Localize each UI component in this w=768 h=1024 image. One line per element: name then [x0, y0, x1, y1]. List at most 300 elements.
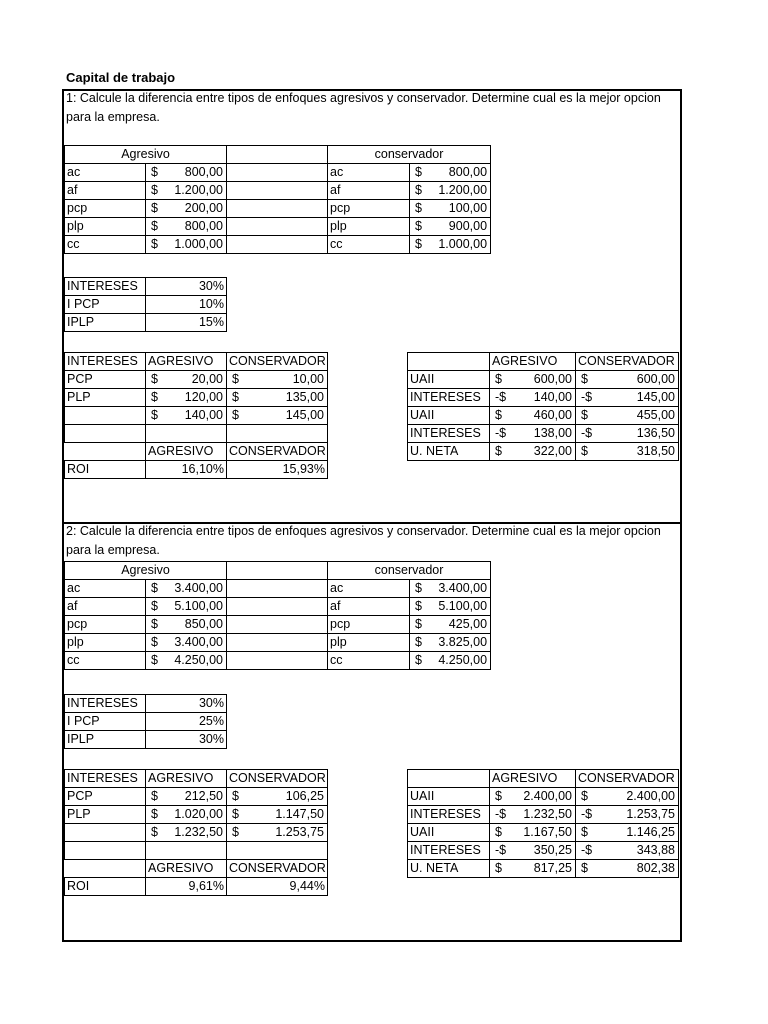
currency-symbol: $ [151, 165, 158, 179]
currency-symbol: $ [581, 444, 588, 458]
amount: 1.147,50 [275, 807, 324, 821]
currency-symbol: -$ [495, 390, 507, 404]
rate-value: 30% [146, 278, 227, 296]
exercise-2-balance-table [64, 561, 491, 670]
table-row [65, 788, 328, 806]
agresivo-value [146, 634, 227, 652]
agresivo-value [146, 371, 227, 389]
amount: 1.200,00 [438, 183, 488, 197]
agresivo-value [146, 598, 227, 616]
column-header: CONSERVADOR [227, 443, 328, 461]
amount: 2.400,00 [626, 789, 675, 803]
agresivo-value [490, 824, 576, 842]
amount: 800,00 [184, 219, 224, 233]
empty-cell [227, 842, 328, 860]
amount: 138,00 [533, 426, 572, 440]
currency-symbol: $ [151, 201, 158, 215]
amount: 106,25 [285, 789, 324, 803]
conservador-value [410, 580, 491, 598]
amount: 800,00 [184, 165, 224, 179]
table-row [65, 598, 491, 616]
conservador-value [410, 652, 491, 670]
empty-cell [227, 182, 328, 200]
amount: 212,50 [184, 789, 223, 803]
agresivo-value [146, 218, 227, 236]
amount: 455,00 [636, 408, 675, 422]
currency-symbol: $ [151, 653, 158, 667]
table-header-row [408, 770, 679, 788]
amount: 1.000,00 [174, 237, 224, 251]
amount: 100,00 [448, 201, 488, 215]
rate-label: I PCP [65, 713, 146, 731]
row-label: INTERESES [408, 842, 490, 860]
agresivo-value [490, 788, 576, 806]
empty-cell [227, 562, 328, 580]
agresivo-value [146, 580, 227, 598]
column-header: AGRESIVO [146, 443, 227, 461]
currency-symbol: $ [151, 372, 158, 386]
table-row [65, 182, 491, 200]
table-row [408, 860, 679, 878]
currency-symbol: -$ [581, 390, 593, 404]
currency-symbol: $ [415, 237, 422, 251]
currency-symbol: $ [415, 219, 422, 233]
agresivo-value [146, 236, 227, 254]
currency-symbol: $ [415, 617, 422, 631]
empty-cell [65, 443, 146, 461]
currency-symbol: $ [415, 599, 422, 613]
conservador-value [227, 407, 328, 425]
conservador-value [576, 824, 679, 842]
column-header: CONSERVADOR [227, 860, 328, 878]
currency-symbol: -$ [495, 426, 507, 440]
agresivo-value [490, 860, 576, 878]
amount: 460,00 [533, 408, 572, 422]
amount: 5.100,00 [438, 599, 488, 613]
amount: 140,00 [184, 408, 223, 422]
empty-cell [65, 860, 146, 878]
currency-symbol: -$ [581, 843, 593, 857]
row-label: plp [65, 634, 146, 652]
table-row [65, 695, 227, 713]
row-label [65, 824, 146, 842]
empty-cell [227, 580, 328, 598]
agresivo-value [146, 407, 227, 425]
agresivo-header: Agresivo [65, 146, 227, 164]
exercise-1-income-table [407, 352, 679, 461]
currency-symbol: $ [232, 408, 239, 422]
agresivo-value [490, 806, 576, 824]
row-label: cc [65, 652, 146, 670]
currency-symbol: $ [581, 789, 588, 803]
table-row [408, 443, 679, 461]
row-label: INTERESES [408, 425, 490, 443]
rate-label: I PCP [65, 296, 146, 314]
table-row [408, 425, 679, 443]
table-row [65, 371, 328, 389]
amount: 1.146,25 [626, 825, 675, 839]
table-row [408, 806, 679, 824]
empty-cell [227, 164, 328, 182]
table-row [65, 634, 491, 652]
roi-row [65, 878, 328, 896]
row-label: U. NETA [408, 443, 490, 461]
currency-symbol: $ [581, 408, 588, 422]
amount: 3.825,00 [438, 635, 488, 649]
row-label: UAII [408, 788, 490, 806]
currency-symbol: $ [151, 390, 158, 404]
roi-agresivo: 9,61% [146, 878, 227, 896]
amount: 1.000,00 [438, 237, 488, 251]
conservador-value [227, 371, 328, 389]
currency-symbol: $ [495, 861, 502, 875]
row-label: cc [65, 236, 146, 254]
currency-symbol: $ [151, 599, 158, 613]
conservador-value [227, 806, 328, 824]
amount: 3.400,00 [438, 581, 488, 595]
conservador-header: conservador [328, 562, 491, 580]
amount: 120,00 [184, 390, 223, 404]
amount: 145,00 [285, 408, 324, 422]
empty-cell [227, 598, 328, 616]
row-label [65, 407, 146, 425]
amount: 350,25 [533, 843, 572, 857]
amount: 200,00 [184, 201, 224, 215]
exercise-2-income-table [407, 769, 679, 878]
amount: 3.400,00 [174, 581, 224, 595]
rate-value: 10% [146, 296, 227, 314]
amount: 322,00 [533, 444, 572, 458]
amount: 600,00 [533, 372, 572, 386]
currency-symbol: $ [495, 408, 502, 422]
conservador-value [576, 788, 679, 806]
amount: 145,00 [636, 390, 675, 404]
conservador-value [576, 371, 679, 389]
table-row [65, 580, 491, 598]
currency-symbol: -$ [581, 426, 593, 440]
agresivo-value [146, 182, 227, 200]
table-header-row [65, 770, 328, 788]
currency-symbol: $ [151, 789, 158, 803]
amount: 1.200,00 [174, 183, 224, 197]
row-label: plp [328, 634, 410, 652]
currency-symbol: $ [415, 165, 422, 179]
row-label: U. NETA [408, 860, 490, 878]
row-label: af [328, 182, 410, 200]
currency-symbol: $ [151, 237, 158, 251]
table-row [65, 616, 491, 634]
conservador-value [410, 218, 491, 236]
currency-symbol: $ [232, 372, 239, 386]
empty-cell [227, 236, 328, 254]
empty-cell [227, 425, 328, 443]
conservador-value [576, 407, 679, 425]
table-row [408, 407, 679, 425]
agresivo-value [490, 443, 576, 461]
roi-agresivo: 16,10% [146, 461, 227, 479]
agresivo-value [146, 788, 227, 806]
amount: 1.020,00 [174, 807, 223, 821]
agresivo-value [490, 842, 576, 860]
currency-symbol: $ [495, 372, 502, 386]
amount: 802,38 [636, 861, 675, 875]
exercise-2-rates-table [64, 694, 227, 749]
currency-symbol: $ [415, 581, 422, 595]
amount: 135,00 [285, 390, 324, 404]
row-label: pcp [328, 200, 410, 218]
agresivo-value [146, 616, 227, 634]
empty-cell [146, 842, 227, 860]
exercise-1-balance-table [64, 145, 491, 254]
rate-value: 30% [146, 695, 227, 713]
currency-symbol: $ [581, 372, 588, 386]
amount: 343,88 [636, 843, 675, 857]
column-header: CONSERVADOR [576, 770, 679, 788]
row-label: ac [328, 580, 410, 598]
amount: 425,00 [448, 617, 488, 631]
table-row [65, 296, 227, 314]
row-label: PCP [65, 788, 146, 806]
table-row [65, 425, 328, 443]
currency-symbol: $ [581, 861, 588, 875]
conservador-value [410, 598, 491, 616]
currency-symbol: $ [232, 390, 239, 404]
exercise-1-rates-table [64, 277, 227, 332]
amount: 1.167,50 [523, 825, 572, 839]
conservador-value [410, 236, 491, 254]
row-label: ac [328, 164, 410, 182]
agresivo-value [146, 824, 227, 842]
table-header-row [65, 353, 328, 371]
column-header: AGRESIVO [146, 860, 227, 878]
row-label: ac [65, 164, 146, 182]
amount: 5.100,00 [174, 599, 224, 613]
conservador-value [576, 389, 679, 407]
currency-symbol: $ [151, 807, 158, 821]
rate-label: INTERESES [65, 278, 146, 296]
currency-symbol: $ [151, 617, 158, 631]
table-header-row [65, 443, 328, 461]
exercise-2-question: 2: Calcule la diferencia entre tipos de enfoques agresivos y conservador. Determine cual es la mejor opcion para la empresa. [66, 524, 661, 557]
currency-symbol: -$ [495, 807, 507, 821]
currency-symbol: $ [151, 408, 158, 422]
table-row [65, 278, 227, 296]
agresivo-value [490, 407, 576, 425]
amount: 136,50 [636, 426, 675, 440]
row-label: UAII [408, 824, 490, 842]
column-header: AGRESIVO [490, 770, 576, 788]
table-row [65, 218, 491, 236]
amount: 800,00 [448, 165, 488, 179]
agresivo-value [146, 652, 227, 670]
empty-cell [227, 652, 328, 670]
table-row [65, 731, 227, 749]
row-label: INTERESES [408, 389, 490, 407]
table-row [65, 713, 227, 731]
row-label: af [328, 598, 410, 616]
roi-conservador: 15,93% [227, 461, 328, 479]
amount: 2.400,00 [523, 789, 572, 803]
column-header [408, 353, 490, 371]
conservador-value [410, 182, 491, 200]
conservador-value [576, 806, 679, 824]
amount: 600,00 [636, 372, 675, 386]
agresivo-value [490, 371, 576, 389]
rate-label: IPLP [65, 314, 146, 332]
roi-conservador: 9,44% [227, 878, 328, 896]
table-row [65, 164, 491, 182]
roi-label: ROI [65, 461, 146, 479]
empty-cell [227, 218, 328, 236]
row-label: pcp [328, 616, 410, 634]
amount: 817,25 [533, 861, 572, 875]
table-row [65, 824, 328, 842]
table-row [408, 824, 679, 842]
agresivo-value [146, 164, 227, 182]
table-row [65, 314, 227, 332]
amount: 4.250,00 [438, 653, 488, 667]
amount: 900,00 [448, 219, 488, 233]
empty-cell [65, 842, 146, 860]
currency-symbol: $ [151, 635, 158, 649]
column-header [408, 770, 490, 788]
currency-symbol: $ [232, 789, 239, 803]
sheet-title: Capital de trabajo [66, 70, 176, 85]
currency-symbol: $ [232, 807, 239, 821]
currency-symbol: -$ [495, 843, 507, 857]
rate-value: 25% [146, 713, 227, 731]
rate-label: INTERESES [65, 695, 146, 713]
currency-symbol: $ [581, 825, 588, 839]
agresivo-value [146, 806, 227, 824]
agresivo-value [146, 389, 227, 407]
row-label: PCP [65, 371, 146, 389]
empty-cell [146, 425, 227, 443]
column-header: AGRESIVO [146, 770, 227, 788]
table-row [408, 371, 679, 389]
column-header: INTERESES [65, 770, 146, 788]
exercise-2-interest-table [64, 769, 328, 896]
empty-cell [227, 200, 328, 218]
currency-symbol: $ [151, 581, 158, 595]
currency-symbol: $ [151, 219, 158, 233]
currency-symbol: $ [415, 635, 422, 649]
table-row [408, 842, 679, 860]
row-label: INTERESES [408, 806, 490, 824]
row-label: ac [65, 580, 146, 598]
empty-cell [227, 616, 328, 634]
table-row [408, 788, 679, 806]
currency-symbol: $ [415, 183, 422, 197]
currency-symbol: $ [151, 825, 158, 839]
column-header: CONSERVADOR [576, 353, 679, 371]
currency-symbol: $ [232, 825, 239, 839]
empty-cell [227, 146, 328, 164]
column-header: CONSERVADOR [227, 770, 328, 788]
currency-symbol: $ [495, 825, 502, 839]
rate-label: IPLP [65, 731, 146, 749]
currency-symbol: $ [495, 789, 502, 803]
table-row [65, 236, 491, 254]
table-row [65, 806, 328, 824]
column-header: AGRESIVO [146, 353, 227, 371]
empty-cell [227, 634, 328, 652]
conservador-value [410, 634, 491, 652]
exercise-1-question: 1: Calcule la diferencia entre tipos de enfoques agresivos y conservador. Determine cual es la mejor opcion para la empresa. [66, 91, 661, 124]
row-label: plp [65, 218, 146, 236]
agresivo-value [490, 389, 576, 407]
amount: 318,50 [636, 444, 675, 458]
amount: 1.253,75 [626, 807, 675, 821]
column-header: INTERESES [65, 353, 146, 371]
row-label: UAII [408, 407, 490, 425]
row-label: af [65, 598, 146, 616]
amount: 3.400,00 [174, 635, 224, 649]
amount: 1.232,50 [523, 807, 572, 821]
exercise-1-interest-table [64, 352, 328, 479]
amount: 4.250,00 [174, 653, 224, 667]
column-header: AGRESIVO [490, 353, 576, 371]
conservador-value [576, 443, 679, 461]
currency-symbol: $ [495, 444, 502, 458]
row-label: UAII [408, 371, 490, 389]
currency-symbol: $ [151, 183, 158, 197]
conservador-value [410, 616, 491, 634]
conservador-value [410, 164, 491, 182]
agresivo-header: Agresivo [65, 562, 227, 580]
currency-symbol: $ [415, 201, 422, 215]
currency-symbol: -$ [581, 807, 593, 821]
conservador-value [576, 425, 679, 443]
row-label: plp [328, 218, 410, 236]
conservador-value [227, 788, 328, 806]
row-label: PLP [65, 389, 146, 407]
roi-label: ROI [65, 878, 146, 896]
rate-value: 30% [146, 731, 227, 749]
amount: 850,00 [184, 617, 224, 631]
conservador-value [410, 200, 491, 218]
table-row [65, 652, 491, 670]
row-label: af [65, 182, 146, 200]
conservador-value [227, 824, 328, 842]
agresivo-value [146, 200, 227, 218]
table-header-row [408, 353, 679, 371]
table-row [65, 842, 328, 860]
row-label: cc [328, 236, 410, 254]
rate-value: 15% [146, 314, 227, 332]
agresivo-value [490, 425, 576, 443]
currency-symbol: $ [415, 653, 422, 667]
table-row [408, 389, 679, 407]
amount: 10,00 [292, 372, 324, 386]
table-row [65, 389, 328, 407]
row-label: pcp [65, 616, 146, 634]
row-label: PLP [65, 806, 146, 824]
column-header: CONSERVADOR [227, 353, 328, 371]
table-row [65, 200, 491, 218]
conservador-value [576, 860, 679, 878]
roi-row [65, 461, 328, 479]
amount: 140,00 [533, 390, 572, 404]
amount: 1.253,75 [275, 825, 324, 839]
amount: 1.232,50 [174, 825, 223, 839]
row-label: pcp [65, 200, 146, 218]
amount: 20,00 [191, 372, 223, 386]
conservador-value [227, 389, 328, 407]
conservador-header: conservador [328, 146, 491, 164]
conservador-value [576, 842, 679, 860]
table-row [65, 407, 328, 425]
